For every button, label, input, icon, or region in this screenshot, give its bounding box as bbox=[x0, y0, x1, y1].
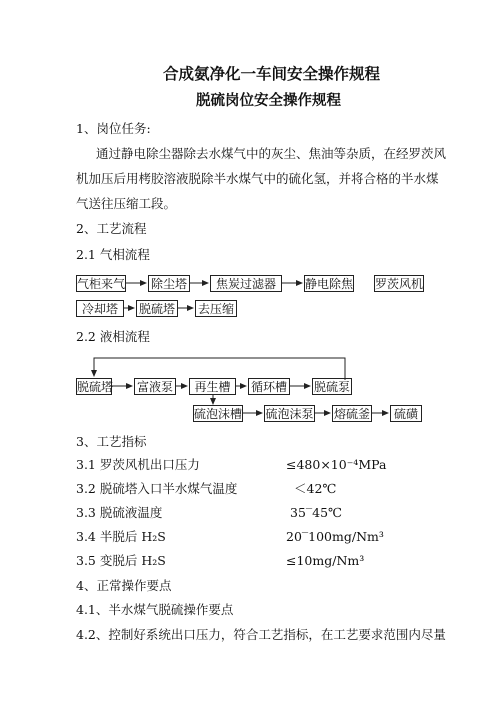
section-4-1-heading: 4.1、半水煤气脱硫操作要点 bbox=[76, 602, 234, 617]
indicator-label: 3.3 脱硫液温度 bbox=[76, 505, 163, 520]
indicator-value: ≤10mg/Nm³ bbox=[286, 553, 365, 568]
section-2-heading: 2、工艺流程 bbox=[76, 221, 147, 236]
section-1-paragraph-line: 气送往压缩工段。 bbox=[76, 196, 177, 211]
flow-box-to-compression: 去压缩 bbox=[195, 300, 237, 317]
flow-box-dust-tower: 除尘塔 bbox=[148, 275, 190, 292]
flow-box-sulfur-foam-tank: 硫泡沫槽 bbox=[194, 407, 243, 421]
indicator-label: 3.5 变脱后 H₂S bbox=[76, 553, 166, 568]
section-1-heading: 1、岗位任务: bbox=[76, 121, 151, 136]
flow-box-sulfur: 硫磺 bbox=[390, 405, 422, 422]
flow-box-circulation-tank: 循环槽 bbox=[248, 378, 290, 395]
flow-box-sulfur-melting-kettle: 熔硫釜 bbox=[333, 407, 370, 421]
flow-box-gas-holder-inlet: 气柜来气 bbox=[77, 277, 126, 291]
indicator-label: 3.1 罗茨风机出口压力 bbox=[76, 457, 200, 472]
indicator-value: 35‾45℃ bbox=[290, 505, 343, 520]
flow-box-regeneration-tank: 再生槽 bbox=[189, 378, 236, 395]
page-title: 合成氨净化一车间安全操作规程 bbox=[163, 64, 381, 83]
flow-box-cooling-tower: 冷却塔 bbox=[76, 300, 124, 317]
flow-box-rich-liquid-pump: 富液泵 bbox=[134, 378, 176, 395]
flow-box-coke-filter: 焦炭过滤器 bbox=[210, 275, 282, 292]
flow-box-roots-blower: 罗茨风机 bbox=[375, 277, 424, 291]
flow-arrow bbox=[94, 358, 345, 380]
flow-box-electrostatic-tar-removal: 静电除焦 bbox=[305, 277, 354, 291]
page-subtitle: 脱硫岗位安全操作规程 bbox=[196, 92, 341, 109]
indicator-value: ≤480×10⁻⁴MPa bbox=[286, 457, 387, 472]
section-3-heading: 3、工艺指标 bbox=[76, 434, 147, 449]
section-2-1-heading: 2.1 气相流程 bbox=[76, 247, 150, 262]
section-2-2-heading: 2.2 液相流程 bbox=[76, 329, 150, 344]
flow-box-sulfur-foam-pump: 硫泡沫泵 bbox=[265, 407, 314, 421]
flow-box-desulfurization-tower: 脱硫塔 bbox=[77, 380, 114, 394]
section-4-heading: 4、正常操作要点 bbox=[76, 578, 172, 593]
indicator-value: ＜42℃ bbox=[294, 481, 337, 496]
indicator-label: 3.2 脱硫塔入口半水煤气温度 bbox=[76, 481, 238, 496]
section-4-2-text: 4.2、控制好系统出口压力，符合工艺指标，在工艺要求范围内尽量 bbox=[76, 627, 446, 642]
indicator-value: 20‾100mg/Nm³ bbox=[286, 529, 384, 544]
flow-box-desulfurization-pump: 脱硫泵 bbox=[313, 380, 350, 394]
section-1-paragraph-line: 机加压后用栲胶溶液脱除半水煤气中的硫化氢，并将合格的半水煤 bbox=[76, 171, 439, 186]
section-1-paragraph-line: 通过静电除尘器除去水煤气中的灰尘、焦油等杂质，在经罗茨风 bbox=[96, 146, 447, 161]
flow-box-desulfurization-tower: 脱硫塔 bbox=[136, 300, 178, 317]
indicator-label: 3.4 半脱后 H₂S bbox=[76, 529, 166, 544]
